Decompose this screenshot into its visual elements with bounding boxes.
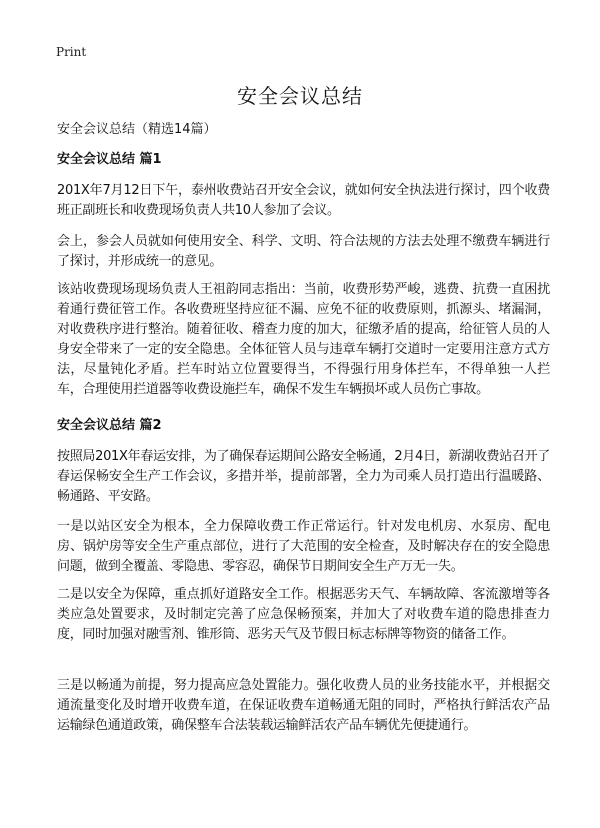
section-2-paragraph-3: 二是以安全为保障，重点抓好道路安全工作。根据恶劣天气、车辆故障、客流激增等各类应急处置要求，及时制定完善了应急保畅预案，并加大了对收费车道的隐患排查力度，同时加强对融雪剂、锥形筒、恶劣天气及节假日标志标牌等物资的储备工作。: [57, 587, 550, 642]
section-1-paragraph-3: 该站收费现场现场负责人王祖韵同志指出：当前，收费形势严峻，逃费、抗费一直困扰着通行费征管工作。各收费班坚持应征不漏、应免不征的收费原则，抓源头、堵漏洞，对收费秩序进行整治。随着征收、稽查力度的加大，征缴矛盾的提高，给征管人员的人身安全带来了一定的安全隐患。全体征管人员与违章车辆打交道时一定要用注意方式方法，尽量钝化矛盾。拦车时站立位置要得当，不得强行用身体拦车，不得单独一人拦车，合理使用拦道器等收费设施拦车，确保不发生车辆损坏或人员伤亡事故。: [57, 282, 550, 397]
section-2-paragraph-1: 按照局201X年春运安排，为了确保春运期间公路安全畅通，2月4日，新湖收费站召开了春运保畅安全生产工作会议，多措并举，提前部署，全力为司乘人员打造出行温暖路、畅通路、平安路。: [57, 449, 550, 504]
section-1-paragraph-2: 会上，参会人员就如何使用安全、科学、文明、符合法规的方法去处理不缴费车辆进行了探讨，并形成统一的意见。: [57, 234, 550, 269]
section-heading-2: 安全会议总结 篇2: [57, 418, 162, 433]
section-2-paragraph-2: 一是以站区安全为根本，全力保障收费工作正常运行。针对发电机房、水泵房、配电房、锅炉房等安全生产重点部位，进行了大范围的安全检查，及时解决存在的安全隐患问题，做到全覆盖、零隐患、零容忍，确保节日期间安全生产万无一失。: [57, 519, 550, 574]
section-heading-1: 安全会议总结 篇1: [57, 152, 162, 167]
print-link[interactable]: Print: [56, 45, 87, 59]
document-title: 安全会议总结: [237, 84, 363, 108]
section-2-paragraph-4: 三是以畅通为前提，努力提高应急处置能力。强化收费人员的业务技能水平，并根据交通流量变化及时增开收费车道，在保证收费车道畅通无阻的同时，严格执行鲜活农产品运输绿色通道政策，确保整车合法装载运输鲜活农产品车辆优先便捷通行。: [57, 678, 550, 733]
section-1-paragraph-1: 201X年7月12日下午，泰州收费站召开安全会议，就如何安全执法进行探讨，四个收费班正副班长和收费现场负责人共10人参加了会议。: [57, 183, 550, 218]
document-subtitle: 安全会议总结（精选14篇）: [57, 122, 217, 137]
